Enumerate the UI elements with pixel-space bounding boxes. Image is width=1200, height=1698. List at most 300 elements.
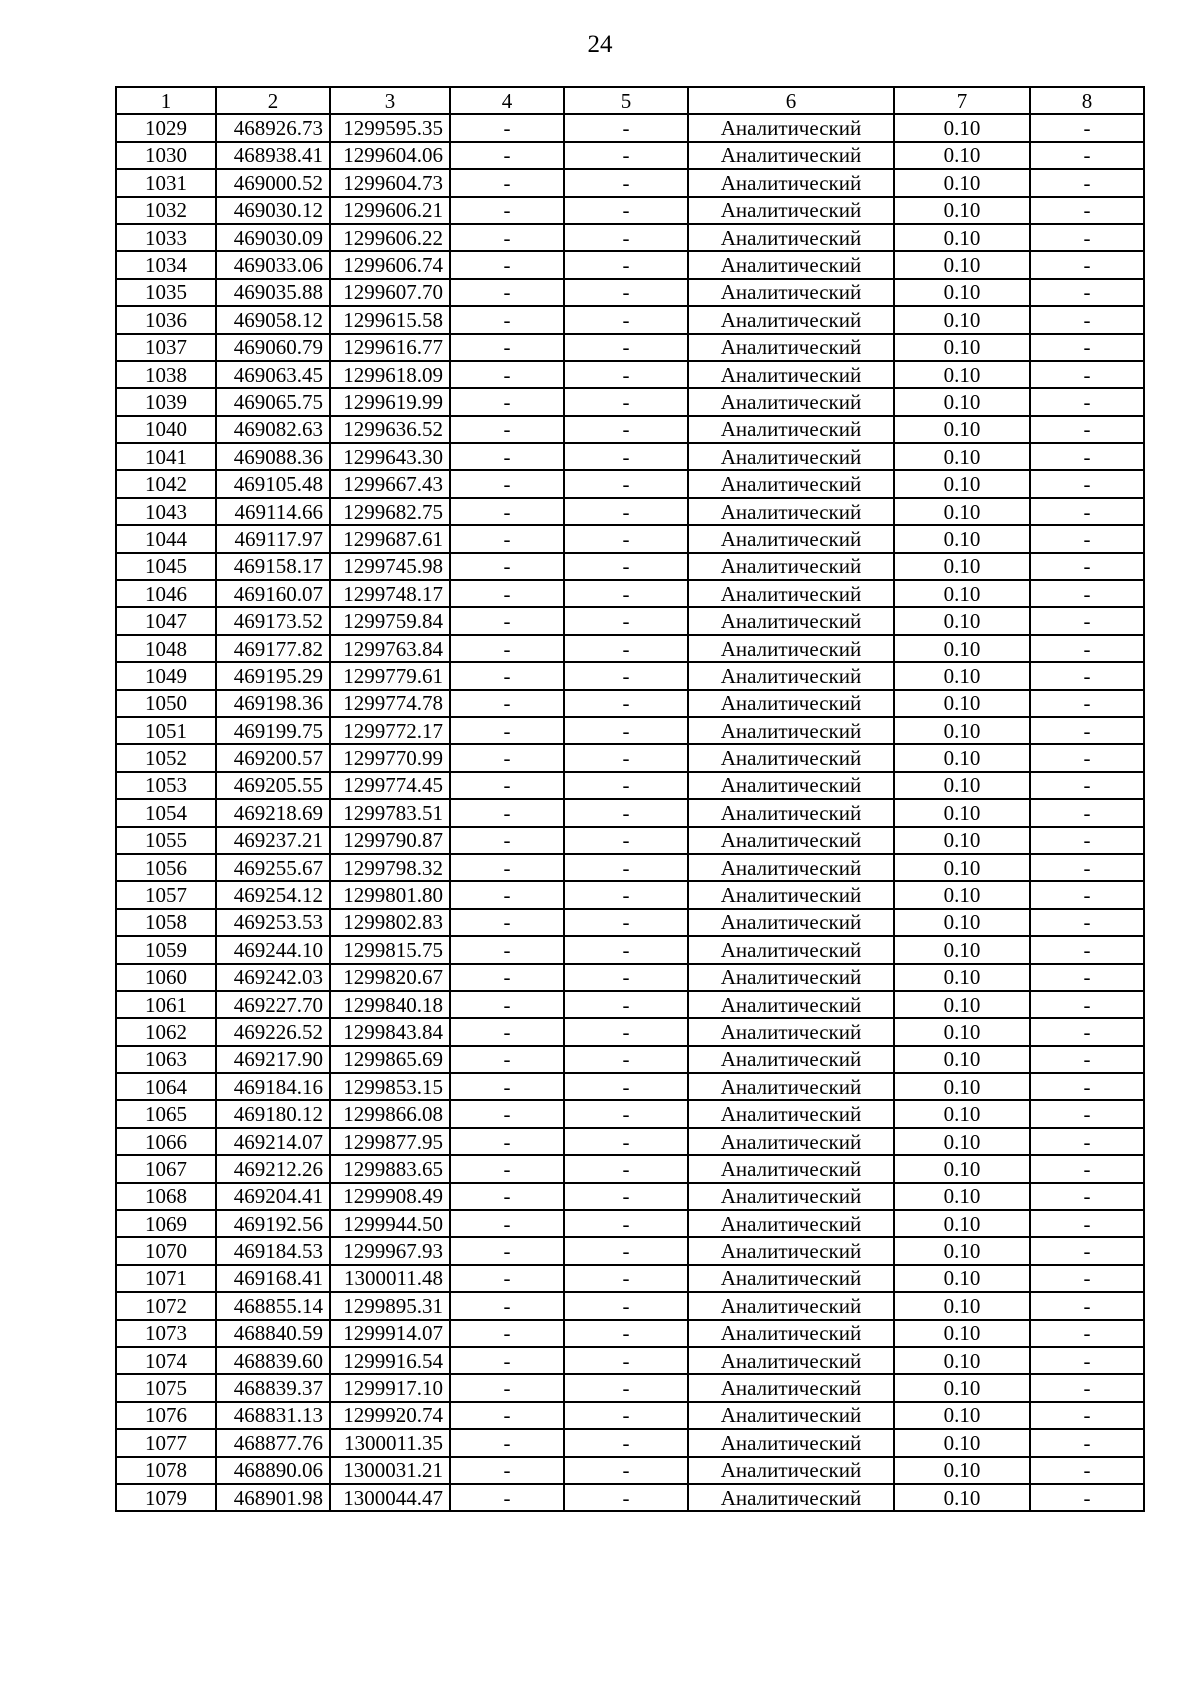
x-coordinate-cell: 469158.17 [216,553,330,580]
x-coordinate-cell: 469180.12 [216,1100,330,1127]
table-row [116,553,1144,580]
table-row [116,827,1144,854]
x-coordinate-cell: 468855.14 [216,1292,330,1319]
col8-cell: - [1030,1484,1144,1511]
point-number-cell: 1036 [116,306,216,333]
y-coordinate-cell: 1299801.80 [330,881,450,908]
x-coordinate-cell: 469082.63 [216,416,330,443]
table-row [116,169,1144,196]
point-number-cell: 1047 [116,607,216,634]
col8-cell: - [1030,1046,1144,1073]
table-row [116,1183,1144,1210]
table-row [116,1018,1144,1045]
table-row [116,936,1144,963]
x-coordinate-cell: 469226.52 [216,1018,330,1045]
y-coordinate-cell: 1299616.77 [330,334,450,361]
col4-cell: - [450,1292,564,1319]
col8-cell: - [1030,443,1144,470]
y-coordinate-cell: 1299967.93 [330,1237,450,1264]
col4-cell: - [450,662,564,689]
y-coordinate-cell: 1299920.74 [330,1402,450,1429]
col5-cell: - [564,279,688,306]
col8-cell: - [1030,1100,1144,1127]
x-coordinate-cell: 469227.70 [216,991,330,1018]
point-number-cell: 1063 [116,1046,216,1073]
col5-cell: - [564,388,688,415]
accuracy-cell: 0.10 [894,991,1030,1018]
col5-cell: - [564,306,688,333]
col4-cell: - [450,1210,564,1237]
col5-cell: - [564,142,688,169]
point-number-cell: 1046 [116,580,216,607]
accuracy-cell: 0.10 [894,1402,1030,1429]
y-coordinate-cell: 1299636.52 [330,416,450,443]
y-coordinate-cell: 1300011.35 [330,1429,450,1456]
point-number-cell: 1071 [116,1265,216,1292]
x-coordinate-cell: 469060.79 [216,334,330,361]
accuracy-cell: 0.10 [894,772,1030,799]
table-row [116,964,1144,991]
col4-cell: - [450,306,564,333]
col8-cell: - [1030,498,1144,525]
accuracy-cell: 0.10 [894,1484,1030,1511]
y-coordinate-cell: 1299895.31 [330,1292,450,1319]
accuracy-cell: 0.10 [894,1237,1030,1264]
col5-cell: - [564,854,688,881]
accuracy-cell: 0.10 [894,1073,1030,1100]
accuracy-cell: 0.10 [894,1155,1030,1182]
col5-cell: - [564,251,688,278]
col5-cell: - [564,936,688,963]
y-coordinate-cell: 1299916.54 [330,1347,450,1374]
accuracy-cell: 0.10 [894,881,1030,908]
point-number-cell: 1061 [116,991,216,1018]
table-row [116,498,1144,525]
col8-cell: - [1030,1128,1144,1155]
col4-cell: - [450,580,564,607]
column-header: 3 [330,87,450,114]
x-coordinate-cell: 469000.52 [216,169,330,196]
accuracy-cell: 0.10 [894,197,1030,224]
method-cell: Аналитический [688,443,894,470]
accuracy-cell: 0.10 [894,1183,1030,1210]
accuracy-cell: 0.10 [894,443,1030,470]
y-coordinate-cell: 1299790.87 [330,827,450,854]
col8-cell: - [1030,361,1144,388]
method-cell: Аналитический [688,498,894,525]
y-coordinate-cell: 1299779.61 [330,662,450,689]
accuracy-cell: 0.10 [894,1100,1030,1127]
accuracy-cell: 0.10 [894,936,1030,963]
y-coordinate-cell: 1299606.21 [330,197,450,224]
col4-cell: - [450,635,564,662]
table-row [116,854,1144,881]
col4-cell: - [450,690,564,717]
col8-cell: - [1030,1347,1144,1374]
col8-cell: - [1030,169,1144,196]
point-number-cell: 1064 [116,1073,216,1100]
y-coordinate-cell: 1299877.95 [330,1128,450,1155]
x-coordinate-cell: 469253.53 [216,909,330,936]
x-coordinate-cell: 469105.48 [216,470,330,497]
point-number-cell: 1076 [116,1402,216,1429]
method-cell: Аналитический [688,1100,894,1127]
point-number-cell: 1052 [116,744,216,771]
table-row [116,197,1144,224]
point-number-cell: 1073 [116,1320,216,1347]
accuracy-cell: 0.10 [894,607,1030,634]
x-coordinate-cell: 469177.82 [216,635,330,662]
point-number-cell: 1035 [116,279,216,306]
column-header: 4 [450,87,564,114]
table-row [116,881,1144,908]
y-coordinate-cell: 1299643.30 [330,443,450,470]
x-coordinate-cell: 469173.52 [216,607,330,634]
col4-cell: - [450,114,564,141]
col5-cell: - [564,909,688,936]
x-coordinate-cell: 468926.73 [216,114,330,141]
method-cell: Аналитический [688,1320,894,1347]
col4-cell: - [450,416,564,443]
y-coordinate-cell: 1299748.17 [330,580,450,607]
y-coordinate-cell: 1300011.48 [330,1265,450,1292]
col8-cell: - [1030,1237,1144,1264]
x-coordinate-cell: 469254.12 [216,881,330,908]
col8-cell: - [1030,251,1144,278]
y-coordinate-cell: 1299843.84 [330,1018,450,1045]
x-coordinate-cell: 469237.21 [216,827,330,854]
accuracy-cell: 0.10 [894,1128,1030,1155]
y-coordinate-cell: 1299607.70 [330,279,450,306]
point-number-cell: 1041 [116,443,216,470]
col8-cell: - [1030,717,1144,744]
method-cell: Аналитический [688,662,894,689]
table-row [116,744,1144,771]
x-coordinate-cell: 469255.67 [216,854,330,881]
col8-cell: - [1030,1402,1144,1429]
table-row [116,1320,1144,1347]
table-row [116,635,1144,662]
point-number-cell: 1062 [116,1018,216,1045]
point-number-cell: 1031 [116,169,216,196]
col5-cell: - [564,1046,688,1073]
col8-cell: - [1030,1155,1144,1182]
method-cell: Аналитический [688,1374,894,1401]
col4-cell: - [450,1265,564,1292]
col5-cell: - [564,580,688,607]
point-number-cell: 1054 [116,799,216,826]
col8-cell: - [1030,827,1144,854]
y-coordinate-cell: 1299774.78 [330,690,450,717]
col4-cell: - [450,142,564,169]
col8-cell: - [1030,1292,1144,1319]
col5-cell: - [564,1347,688,1374]
col5-cell: - [564,991,688,1018]
col5-cell: - [564,1100,688,1127]
col5-cell: - [564,1155,688,1182]
col8-cell: - [1030,799,1144,826]
point-number-cell: 1044 [116,525,216,552]
col4-cell: - [450,744,564,771]
x-coordinate-cell: 469160.07 [216,580,330,607]
method-cell: Аналитический [688,909,894,936]
x-coordinate-cell: 469117.97 [216,525,330,552]
table-row [116,361,1144,388]
accuracy-cell: 0.10 [894,909,1030,936]
col4-cell: - [450,772,564,799]
col5-cell: - [564,1128,688,1155]
y-coordinate-cell: 1299802.83 [330,909,450,936]
accuracy-cell: 0.10 [894,279,1030,306]
y-coordinate-cell: 1299763.84 [330,635,450,662]
accuracy-cell: 0.10 [894,361,1030,388]
col5-cell: - [564,662,688,689]
col8-cell: - [1030,114,1144,141]
y-coordinate-cell: 1299618.09 [330,361,450,388]
col4-cell: - [450,1046,564,1073]
accuracy-cell: 0.10 [894,1018,1030,1045]
x-coordinate-cell: 469063.45 [216,361,330,388]
y-coordinate-cell: 1299883.65 [330,1155,450,1182]
method-cell: Аналитический [688,744,894,771]
y-coordinate-cell: 1299619.99 [330,388,450,415]
x-coordinate-cell: 468839.60 [216,1347,330,1374]
y-coordinate-cell: 1299615.58 [330,306,450,333]
point-number-cell: 1072 [116,1292,216,1319]
method-cell: Аналитический [688,1155,894,1182]
col4-cell: - [450,197,564,224]
column-header: 5 [564,87,688,114]
point-number-cell: 1030 [116,142,216,169]
col5-cell: - [564,1265,688,1292]
col4-cell: - [450,1484,564,1511]
table-row [116,717,1144,744]
x-coordinate-cell: 469065.75 [216,388,330,415]
col5-cell: - [564,1237,688,1264]
accuracy-cell: 0.10 [894,1347,1030,1374]
col4-cell: - [450,1402,564,1429]
table-row [116,251,1144,278]
point-number-cell: 1037 [116,334,216,361]
x-coordinate-cell: 469200.57 [216,744,330,771]
table-row [116,1457,1144,1484]
accuracy-cell: 0.10 [894,964,1030,991]
col5-cell: - [564,827,688,854]
x-coordinate-cell: 469195.29 [216,662,330,689]
y-coordinate-cell: 1299759.84 [330,607,450,634]
accuracy-cell: 0.10 [894,470,1030,497]
point-number-cell: 1043 [116,498,216,525]
y-coordinate-cell: 1299944.50 [330,1210,450,1237]
accuracy-cell: 0.10 [894,224,1030,251]
col5-cell: - [564,607,688,634]
method-cell: Аналитический [688,416,894,443]
y-coordinate-cell: 1299604.73 [330,169,450,196]
method-cell: Аналитический [688,334,894,361]
col4-cell: - [450,881,564,908]
col4-cell: - [450,1429,564,1456]
table-row [116,607,1144,634]
col5-cell: - [564,1457,688,1484]
point-number-cell: 1053 [116,772,216,799]
method-cell: Аналитический [688,607,894,634]
table-row [116,388,1144,415]
table-row [116,114,1144,141]
col8-cell: - [1030,1320,1144,1347]
y-coordinate-cell: 1299667.43 [330,470,450,497]
y-coordinate-cell: 1299866.08 [330,1100,450,1127]
x-coordinate-cell: 468890.06 [216,1457,330,1484]
col8-cell: - [1030,416,1144,443]
table-row [116,580,1144,607]
col5-cell: - [564,635,688,662]
col8-cell: - [1030,1183,1144,1210]
col4-cell: - [450,1155,564,1182]
column-header: 2 [216,87,330,114]
y-coordinate-cell: 1299917.10 [330,1374,450,1401]
col5-cell: - [564,525,688,552]
point-number-cell: 1069 [116,1210,216,1237]
accuracy-cell: 0.10 [894,1429,1030,1456]
col8-cell: - [1030,306,1144,333]
col5-cell: - [564,361,688,388]
table-row [116,662,1144,689]
column-header: 6 [688,87,894,114]
table-row [116,1073,1144,1100]
col4-cell: - [450,1183,564,1210]
col5-cell: - [564,1292,688,1319]
col5-cell: - [564,416,688,443]
table-row [116,909,1144,936]
x-coordinate-cell: 468840.59 [216,1320,330,1347]
method-cell: Аналитический [688,881,894,908]
method-cell: Аналитический [688,1183,894,1210]
point-number-cell: 1050 [116,690,216,717]
col8-cell: - [1030,334,1144,361]
method-cell: Аналитический [688,799,894,826]
col5-cell: - [564,1402,688,1429]
method-cell: Аналитический [688,936,894,963]
accuracy-cell: 0.10 [894,1320,1030,1347]
x-coordinate-cell: 469058.12 [216,306,330,333]
accuracy-cell: 0.10 [894,553,1030,580]
col5-cell: - [564,717,688,744]
accuracy-cell: 0.10 [894,1457,1030,1484]
point-number-cell: 1070 [116,1237,216,1264]
method-cell: Аналитический [688,1292,894,1319]
col8-cell: - [1030,197,1144,224]
col8-cell: - [1030,1374,1144,1401]
col5-cell: - [564,443,688,470]
table-row [116,1429,1144,1456]
col8-cell: - [1030,470,1144,497]
table-header-row [116,87,1144,114]
col4-cell: - [450,224,564,251]
x-coordinate-cell: 469114.66 [216,498,330,525]
y-coordinate-cell: 1299908.49 [330,1183,450,1210]
col4-cell: - [450,717,564,744]
col4-cell: - [450,1018,564,1045]
col8-cell: - [1030,1429,1144,1456]
accuracy-cell: 0.10 [894,580,1030,607]
col4-cell: - [450,1100,564,1127]
col8-cell: - [1030,279,1144,306]
col5-cell: - [564,1018,688,1045]
method-cell: Аналитический [688,690,894,717]
method-cell: Аналитический [688,580,894,607]
point-number-cell: 1075 [116,1374,216,1401]
method-cell: Аналитический [688,1018,894,1045]
y-coordinate-cell: 1299820.67 [330,964,450,991]
method-cell: Аналитический [688,197,894,224]
x-coordinate-cell: 469204.41 [216,1183,330,1210]
method-cell: Аналитический [688,1347,894,1374]
x-coordinate-cell: 468901.98 [216,1484,330,1511]
y-coordinate-cell: 1300031.21 [330,1457,450,1484]
x-coordinate-cell: 469214.07 [216,1128,330,1155]
y-coordinate-cell: 1299798.32 [330,854,450,881]
table-row [116,525,1144,552]
x-coordinate-cell: 469242.03 [216,964,330,991]
point-number-cell: 1067 [116,1155,216,1182]
y-coordinate-cell: 1299815.75 [330,936,450,963]
table-row [116,1155,1144,1182]
method-cell: Аналитический [688,114,894,141]
col4-cell: - [450,361,564,388]
col4-cell: - [450,991,564,1018]
method-cell: Аналитический [688,251,894,278]
y-coordinate-cell: 1299745.98 [330,553,450,580]
method-cell: Аналитический [688,1237,894,1264]
table-row [116,1265,1144,1292]
y-coordinate-cell: 1299604.06 [330,142,450,169]
point-number-cell: 1065 [116,1100,216,1127]
accuracy-cell: 0.10 [894,1210,1030,1237]
col5-cell: - [564,1210,688,1237]
table-row [116,1484,1144,1511]
point-number-cell: 1039 [116,388,216,415]
accuracy-cell: 0.10 [894,635,1030,662]
col8-cell: - [1030,772,1144,799]
accuracy-cell: 0.10 [894,799,1030,826]
point-number-cell: 1048 [116,635,216,662]
col8-cell: - [1030,607,1144,634]
col5-cell: - [564,964,688,991]
x-coordinate-cell: 469218.69 [216,799,330,826]
x-coordinate-cell: 469184.16 [216,1073,330,1100]
method-cell: Аналитический [688,169,894,196]
col5-cell: - [564,114,688,141]
point-number-cell: 1074 [116,1347,216,1374]
col5-cell: - [564,470,688,497]
y-coordinate-cell: 1300044.47 [330,1484,450,1511]
x-coordinate-cell: 469088.36 [216,443,330,470]
accuracy-cell: 0.10 [894,114,1030,141]
method-cell: Аналитический [688,470,894,497]
col4-cell: - [450,1374,564,1401]
point-number-cell: 1078 [116,1457,216,1484]
col5-cell: - [564,772,688,799]
col8-cell: - [1030,744,1144,771]
accuracy-cell: 0.10 [894,142,1030,169]
y-coordinate-cell: 1299595.35 [330,114,450,141]
col4-cell: - [450,334,564,361]
table-row [116,443,1144,470]
point-number-cell: 1055 [116,827,216,854]
col4-cell: - [450,799,564,826]
point-number-cell: 1057 [116,881,216,908]
y-coordinate-cell: 1299783.51 [330,799,450,826]
